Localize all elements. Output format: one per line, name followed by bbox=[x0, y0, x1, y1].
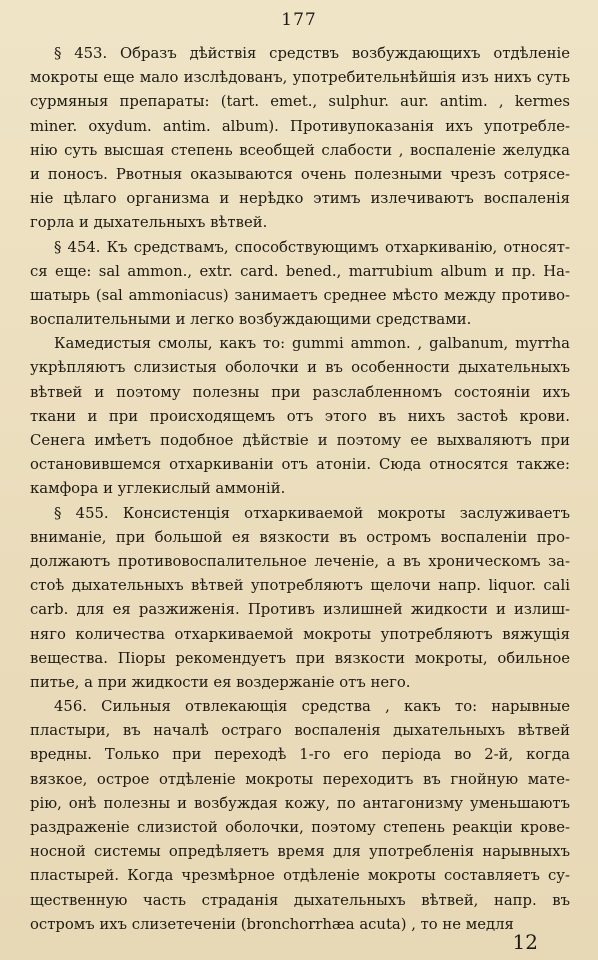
text-line: пластырей. Когда чрезмѣрное отдѣленіе мокроты составляетъ су- bbox=[30, 867, 570, 885]
text-line: 456. Сильныя отвлекающія средства , какъ то: нарывные bbox=[54, 698, 570, 716]
text-line: и поносъ. Рвотныя оказываются очень полезными чрезъ сотрясе- bbox=[30, 165, 570, 183]
page-number: 177 bbox=[281, 10, 317, 30]
text-line: вниманіе, при большой ея вязкости въ остромъ воспаленіи про- bbox=[30, 528, 570, 546]
text-line: Камедистыя смолы, какъ то: gummi ammon. , galbanum, myrrha bbox=[54, 335, 570, 353]
text-line: остановившемся отхаркиваніи отъ атоніи. Сюда относятся также: bbox=[30, 456, 570, 474]
text-line: Сенега имѣетъ подобное дѣйствіе и поэтому ее выхваляютъ при bbox=[30, 432, 570, 449]
text-line: вѣтвей и поэтому полезны при разслабленномъ состояніи ихъ bbox=[30, 383, 570, 401]
text-line: должаютъ противовоспалительное леченіе, а въ хроническомъ за- bbox=[30, 552, 570, 570]
paragraph-454-gums bbox=[30, 332, 570, 501]
text-line: камфора и углекислый аммоній. bbox=[30, 480, 286, 498]
text-line: вредны. Только при переходѣ 1-го его періода во 2-й, когда bbox=[30, 746, 570, 764]
text-line: вязкое, острое отдѣленіе мокроты переходитъ въ гнойную мате- bbox=[30, 770, 570, 788]
text-line: раздраженіе слизистой оболочки, поэтому степень реакціи крове- bbox=[30, 819, 570, 836]
text-line: § 455. Консистенція отхаркиваемой мокроты заслуживаетъ bbox=[54, 504, 570, 522]
text-line: ніе цѣлаго организма и нерѣдко этимъ излечиваютъ воспаленія bbox=[30, 190, 570, 208]
text-line: щественную часть страданія дыхательныхъ вѣтвей, напр. въ bbox=[30, 891, 570, 909]
paragraph-454 bbox=[30, 236, 570, 333]
text-line: § 454. Къ средствамъ, способствующимъ отхаркиванію, относят- bbox=[54, 238, 570, 256]
paragraph-455 bbox=[30, 502, 570, 696]
text-line: стоѣ дыхательныхъ вѣтвей употребляютъ щелочи напр. liquor. cali bbox=[30, 577, 570, 595]
text-line: носной системы опредѣляетъ время для употребленія нарывныхъ bbox=[30, 843, 570, 861]
text-line: остромъ ихъ слизетеченіи (bronchorrhæa acuta) , то не медля bbox=[30, 915, 514, 933]
text-line: ткани и при происходящемъ отъ этого въ нихъ застоѣ крови. bbox=[30, 407, 570, 425]
text-line: питье, а при жидкости ея воздержаніе отъ него. bbox=[30, 673, 411, 691]
body-text bbox=[30, 42, 570, 937]
text-line: воспалительными и легко возбуждающими средствами. bbox=[30, 311, 472, 329]
text-line: сурмяныя препараты: (tart. emet., sulphur. aur. antim. , kermes bbox=[30, 93, 570, 111]
text-line: ся еще: sal ammon., extr. card. bened., marrubium album и пр. На- bbox=[30, 262, 570, 280]
text-line: § 453. Образъ дѣйствія средствъ возбуждающихъ отдѣленіе bbox=[54, 45, 570, 62]
text-line: нію суть высшая степень всеобщей слабости , воспаленіе желудка bbox=[30, 141, 570, 159]
text-line: укрѣпляютъ слизистыя оболочки и въ особенности дыхательныхъ bbox=[30, 359, 570, 377]
text-line: вещества. Піоры рекомендуетъ при вязкости мокроты, обильное bbox=[30, 649, 570, 667]
text-line: рію, онѣ полезны и возбуждая кожу, по антагонизму уменьшаютъ bbox=[30, 794, 570, 812]
paragraph-453 bbox=[30, 42, 570, 236]
text-line: шатырь (sal ammoniacus) занимаетъ среднее мѣсто между противо- bbox=[30, 286, 570, 304]
text-line: мокроты еще мало изслѣдованъ, употребительнѣйшія изъ нихъ суть bbox=[30, 69, 570, 87]
text-line: горла и дыхательныхъ вѣтвей. bbox=[30, 214, 268, 232]
paragraph-456 bbox=[30, 695, 570, 937]
signature-mark: 12 bbox=[512, 930, 538, 954]
text-line: пластыри, въ началѣ остраго воспаленія дыхательныхъ вѣтвей bbox=[30, 722, 570, 740]
text-line: miner. oxydum. antim. album). Противупоказанія ихъ употребле- bbox=[30, 117, 570, 135]
text-line: няго количества отхаркиваемой мокроты употребляютъ вяжущія bbox=[30, 625, 570, 643]
text-line: carb. для ея разжиженія. Противъ излишней жидкости и излиш- bbox=[30, 601, 570, 619]
